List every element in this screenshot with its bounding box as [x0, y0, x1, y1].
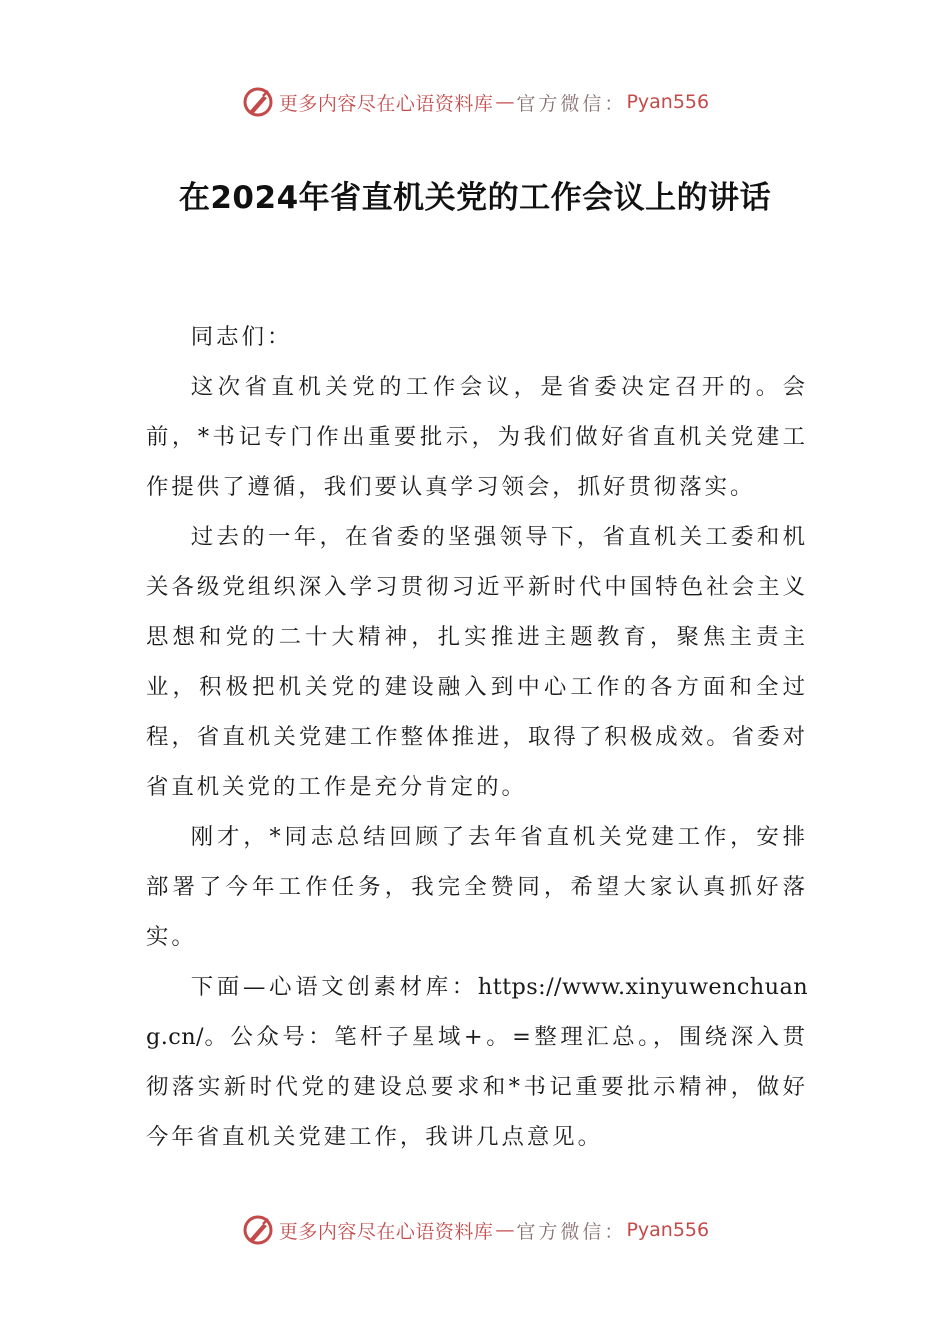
paragraph-4-rest: ，围绕深入贯彻落实新时代党的建设总要求和*书记重要批示精神，做好今年省直机关党建工作，我讲几点意见。 — [146, 1024, 808, 1150]
paragraph-4-source: —心语文创素材库： — [243, 974, 478, 1000]
banner-label: 官方微信： — [516, 1220, 627, 1243]
salutation: 同志们： — [190, 324, 293, 350]
document-body — [146, 312, 808, 1162]
paragraph-1: 这次省直机关党的工作会议，是省委决定召开的。会前，*书记专门作出重要批示，为我们做好省直机关党建工作提供了遵循，我们要认真学习领会，抓好贯彻落实。 — [146, 374, 808, 500]
paragraph-4 — [146, 962, 808, 1162]
source-url-link[interactable]: https://www.xinyuwenchuang.cn/ — [146, 974, 809, 1050]
banner-account-id: Pyan556 — [626, 1219, 710, 1241]
banner-account-id: Pyan556 — [626, 91, 710, 113]
banner-label: 官方微信： — [516, 92, 627, 115]
document-title: 在2024年省直机关党的工作会议上的讲话 — [178, 180, 772, 216]
header-watermark-banner — [0, 82, 950, 122]
paragraph-4-lead: 下面 — [190, 974, 243, 1000]
banner-separator: — — [495, 1219, 515, 1241]
banner-separator: — — [495, 91, 515, 113]
banner-text: 更多内容尽在心语资料库 — [278, 92, 494, 115]
pen-logo-icon — [241, 1213, 275, 1247]
pen-logo-icon — [241, 85, 275, 119]
banner-text: 更多内容尽在心语资料库 — [278, 1220, 494, 1243]
paragraph-3: 刚才，*同志总结回顾了去年省直机关党建工作，安排部署了今年工作任务，我完全赞同，希望大家认真抓好落实。 — [146, 824, 808, 950]
paragraph-2: 过去的一年，在省委的坚强领导下，省直机关工委和机关各级党组织深入学习贯彻习近平新时代中国特色社会主义思想和党的二十大精神，扎实推进主题教育，聚焦主责主业，积极把机关党的建设融入到中心工作的各方面和全过程，省直机关党建工作整体推进，取得了积极成效。省委对省直机关党的工作是充分肯定的。 — [146, 524, 808, 800]
paragraph-4-public: 。公众号：笔杆子星域+。=整理汇总。 — [203, 1024, 653, 1050]
footer-watermark-banner — [0, 1210, 950, 1250]
